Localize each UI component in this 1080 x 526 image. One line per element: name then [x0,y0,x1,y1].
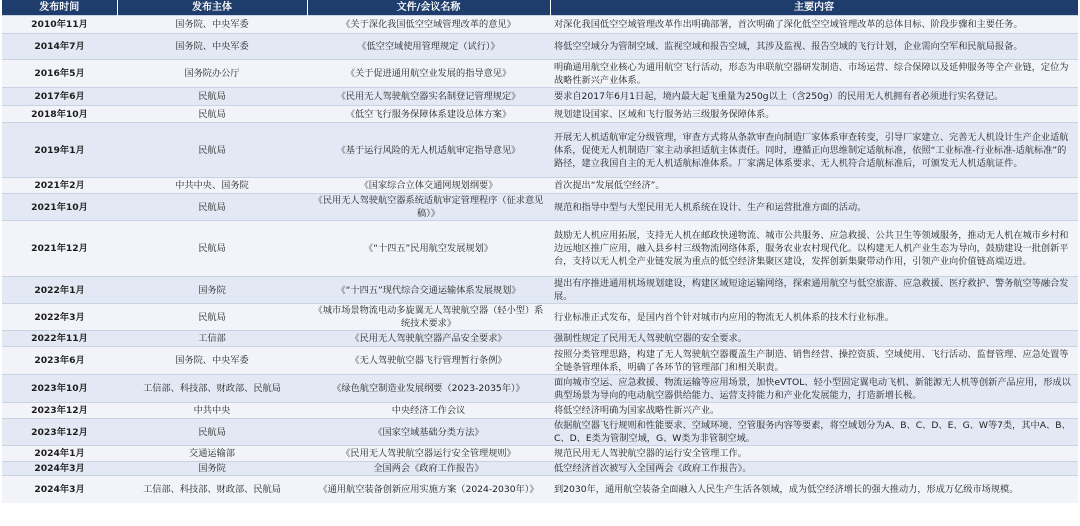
table-row [2,123,1078,178]
cell-document: 中央经济工作会议 [307,403,550,419]
cell-content: 提出有序推进通用机场规划建设，构建区域短途运输网络，探索通用航空与低空旅游、应急救援、医疗救护、警务航空等融合发展。 [550,277,1078,304]
cell-issuer: 国务院、中央军委 [117,16,307,34]
cell-date: 2023年12月 [2,419,117,446]
cell-content: 对深化我国低空空域管理改革作出明确部署，首次明确了深化低空空域管理改革的总体目标、阶段步骤和主要任务。 [550,16,1078,34]
table-row [2,331,1078,347]
cell-document: 《无人驾驶航空器飞行管理暂行条例》 [307,347,550,375]
cell-content: 面向城市空运、应急救援、物流运输等应用场景，加快eVTOL、轻小型固定翼电动飞机、新能源无人机等创新产品应用，形成以典型场景为导向的电动航空器供给能力、运营支持能力和产业化发展能力，打造新增长极。 [550,375,1078,403]
cell-content: 规范和指导中型与大型民用无人机系统在设计、生产和运营批准方面的活动。 [550,194,1078,221]
cell-issuer: 国务院 [117,462,307,476]
cell-content: 鼓励无人机应用拓展，支持无人机在邮政快递物流、城市公共服务、应急救援、公共卫生等领域服务，推动无人机在城市乡村和边远地区推广应用，融入县乡村三级物流网络体系，服务农业农村现代化。以构建无人机产业生态为导向，鼓励建设一批创新平台，支持以无人机全产业链发展为重点的低空经济集聚区建设，发挥创新集聚带动作用，引领产业向价值链高端迈进。 [550,221,1078,277]
table-row [2,16,1078,34]
cell-issuer: 民航局 [117,123,307,178]
cell-date: 2019年1月 [2,123,117,178]
table-row [2,178,1078,194]
cell-document: 《民用无人驾驶航空器实名制登记管理规定》 [307,88,550,106]
header-issuer: 发布主体 [117,0,307,16]
table-row [2,34,1078,60]
cell-document: 《“十四五”现代综合交通运输体系发展规划》 [307,277,550,304]
cell-issuer: 民航局 [117,419,307,446]
cell-document: 《“十四五”民用航空发展规划》 [307,221,550,277]
cell-content: 强制性规定了民用无人驾驶航空器的安全要求。 [550,331,1078,347]
cell-date: 2022年11月 [2,331,117,347]
cell-document: 《国家综合立体交通网规划纲要》 [307,178,550,194]
table-row [2,375,1078,403]
cell-document: 《民用无人驾驶航空器系统适航审定管理程序（征求意见稿）》 [307,194,550,221]
table-row [2,419,1078,446]
cell-date: 2024年3月 [2,476,117,503]
cell-issuer: 国务院、中央军委 [117,34,307,60]
cell-issuer: 民航局 [117,221,307,277]
cell-content: 开展无人机适航审定分级管理，审查方式将从条款审查向制造厂家体系审查转变，引导厂家建立、完善无人机设计生产企业适航体系，促使无人机制造厂家主动承担适航主体责任。同时，遵循正向思维制定适航标准，依照“工业标准-行业标准-适航标准”的路径，建立我国自主的无人机适航标准体系。厂家满足体系要求、无人机符合适航标准后，可颁发无人机适航证件。 [550,123,1078,178]
cell-issuer: 交通运输部 [117,446,307,462]
cell-content: 依据航空器飞行规则和性能要求、空域环境、空管服务内容等要素，将空域划分为A、B、C、D、E、G、W等7类，其中A、B、C、D、E类为管制空域，G、W类为非管制空域。 [550,419,1078,446]
cell-content: 将低空空域分为管制空域、监视空域和报告空域，其涉及监视、报告空域的飞行计划，企业需向空军和民航局报备。 [550,34,1078,60]
cell-date: 2024年3月 [2,462,117,476]
cell-document: 《城市场景物流电动多旋翼无人驾驶航空器（轻小型）系统技术要求》 [307,304,550,331]
cell-document: 《国家空域基础分类方法》 [307,419,550,446]
cell-date: 2021年10月 [2,194,117,221]
policy-table [2,0,1078,503]
cell-document: 《低空飞行服务保障体系建设总体方案》 [307,106,550,123]
cell-date: 2021年2月 [2,178,117,194]
table-row [2,60,1078,88]
table-row [2,304,1078,331]
cell-document: 《基于运行风险的无人机适航审定指导意见》 [307,123,550,178]
cell-document: 《低空空域使用管理规定（试行）》 [307,34,550,60]
cell-content: 行业标准正式发布，是国内首个针对城市内应用的物流无人机体系的技术行业标准。 [550,304,1078,331]
cell-date: 2022年1月 [2,277,117,304]
cell-document: 《通用航空装备创新应用实施方案（2024-2030年）》 [307,476,550,503]
cell-date: 2024年1月 [2,446,117,462]
header-content: 主要内容 [550,0,1078,16]
policy-table-page [2,0,1078,526]
table-row [2,476,1078,503]
cell-document: 《关于深化我国低空空域管理改革的意见》 [307,16,550,34]
cell-content: 要求自2017年6月1日起，境内最大起飞重量为250g以上（含250g）的民用无人机拥有者必须进行实名登记。 [550,88,1078,106]
table-row [2,462,1078,476]
table-row [2,277,1078,304]
cell-issuer: 国务院 [117,277,307,304]
table-row [2,88,1078,106]
cell-date: 2021年12月 [2,221,117,277]
cell-issuer: 中共中央 [117,403,307,419]
table-row [2,403,1078,419]
table-row [2,194,1078,221]
cell-date: 2017年6月 [2,88,117,106]
cell-content: 到2030年，通用航空装备全面融入人民生产生活各领域，成为低空经济增长的强大推动力，形成万亿级市场规模。 [550,476,1078,503]
cell-document: 《民用无人驾驶航空器产品安全要求》 [307,331,550,347]
cell-date: 2014年7月 [2,34,117,60]
cell-content: 将低空经济明确为国家战略性新兴产业。 [550,403,1078,419]
cell-issuer: 工信部、科技部、财政部、民航局 [117,375,307,403]
cell-date: 2022年3月 [2,304,117,331]
table-row [2,446,1078,462]
cell-issuer: 国务院、中央军委 [117,347,307,375]
table-header-row [2,0,1078,16]
header-document: 文件/会议名称 [307,0,550,16]
cell-content: 规范民用无人驾驶航空器的运行安全管理工作。 [550,446,1078,462]
cell-issuer: 民航局 [117,106,307,123]
cell-issuer: 民航局 [117,304,307,331]
cell-content: 低空经济首次被写入全国两会《政府工作报告》。 [550,462,1078,476]
table-row [2,221,1078,277]
cell-date: 2023年12月 [2,403,117,419]
cell-document: 全国两会《政府工作报告》 [307,462,550,476]
cell-document: 《绿色航空制造业发展纲要（2023-2035年）》 [307,375,550,403]
cell-date: 2018年10月 [2,106,117,123]
table-row [2,106,1078,123]
header-date: 发布时间 [2,0,117,16]
cell-content: 首次提出“发展低空经济”。 [550,178,1078,194]
cell-document: 《关于促进通用航空业发展的指导意见》 [307,60,550,88]
cell-date: 2023年6月 [2,347,117,375]
cell-date: 2023年10月 [2,375,117,403]
cell-issuer: 中共中央、国务院 [117,178,307,194]
cell-issuer: 民航局 [117,88,307,106]
cell-date: 2010年11月 [2,16,117,34]
cell-document: 《民用无人驾驶航空器运行安全管理规则》 [307,446,550,462]
cell-issuer: 工信部 [117,331,307,347]
cell-content: 明确通用航空业核心为通用航空飞行活动，形态为串联航空器研发制造、市场运营、综合保障以及延伸服务等全产业链，定位为战略性新兴产业体系。 [550,60,1078,88]
cell-content: 规划建设国家、区域和飞行服务站三级服务保障体系。 [550,106,1078,123]
cell-date: 2016年5月 [2,60,117,88]
cell-issuer: 工信部、科技部、财政部、民航局 [117,476,307,503]
cell-content: 按照分类管理思路，构建了无人驾驶航空器覆盖生产制造、销售经营、操控资质、空域使用、飞行活动、监督管理、应急处置等全链条管理体系，明确了各环节的管理部门和相关职责。 [550,347,1078,375]
cell-issuer: 民航局 [117,194,307,221]
table-row [2,347,1078,375]
cell-issuer: 国务院办公厅 [117,60,307,88]
